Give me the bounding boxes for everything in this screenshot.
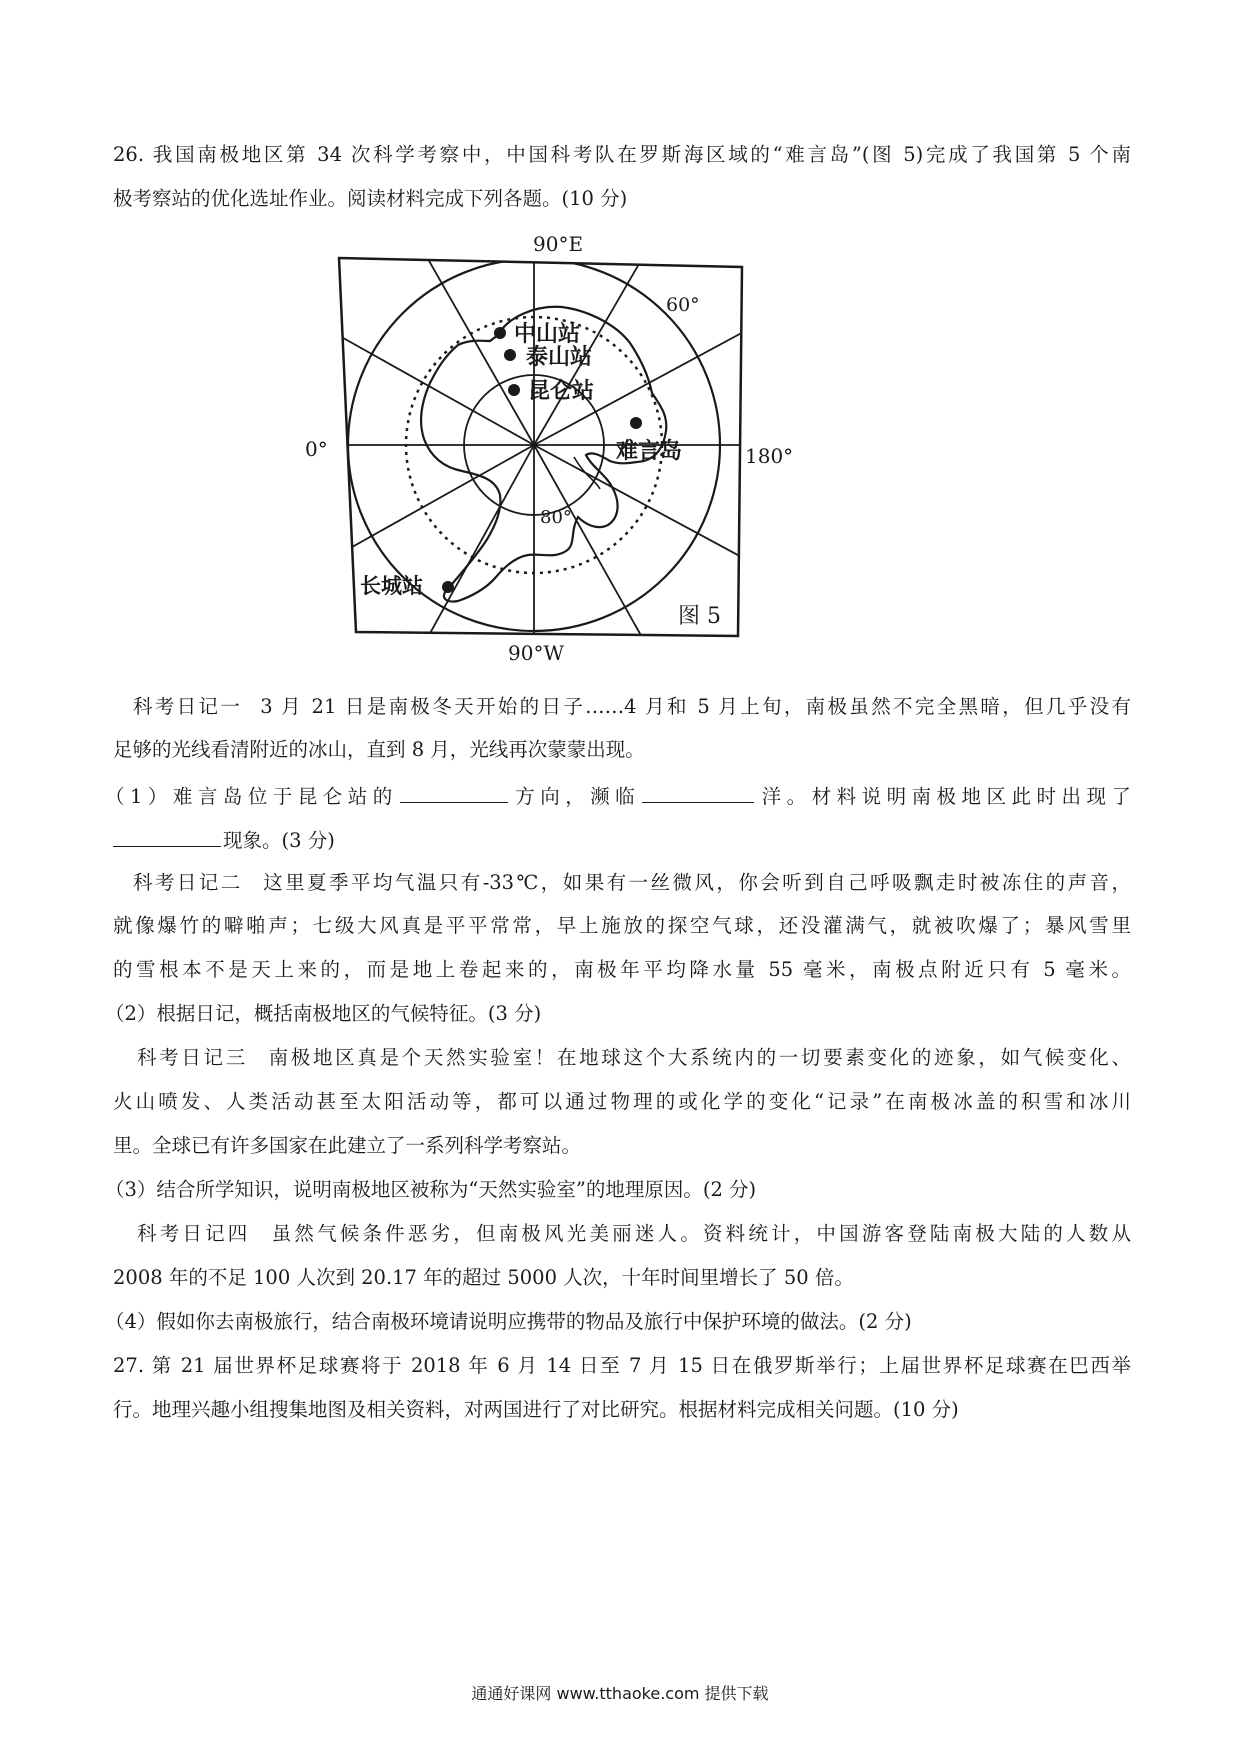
diary-3-title: 科考日记三: [137, 1046, 248, 1069]
sub-question-1-line-1: [105, 782, 1131, 810]
diary-3-line-1: [137, 1045, 1131, 1071]
nanyan-island-dot: [630, 417, 642, 429]
taishan-station-dot: [504, 349, 516, 361]
sub-question-1-part-a: （1）难言岛位于昆仑站的: [105, 785, 398, 808]
q27-line-1: 27. 第 21 届世界杯足球赛将于 2018 年 6 月 14 日至 7 月 15 日在俄罗斯举行；上届世界杯足球赛在巴西举: [113, 1354, 1131, 1377]
latitude-label-60: 60°: [666, 294, 700, 316]
diary-1-line-1: [133, 694, 1131, 720]
diary-1-line-2: 足够的光线看清附近的冰山，直到 8 月，光线再次蒙蒙出现。: [113, 738, 645, 761]
diary-1-title: 科考日记一: [133, 695, 243, 718]
diary-2-line-2: 就像爆竹的噼啪声；七级大风真是平平常常，早上施放的探空气球，还没灌满气，就被吹爆了；暴风雪里: [113, 914, 1131, 937]
taishan-station-label: 泰山站: [526, 344, 593, 370]
changcheng-station-dot: [442, 581, 454, 593]
sub-question-2: （2）根据日记，概括南极地区的气候特征。(3 分): [105, 1002, 542, 1025]
diary-3-line-3: 里。全球已有许多国家在此建立了一系列科学考察站。: [113, 1134, 582, 1157]
label-0-degree: 0°: [305, 437, 328, 461]
sub-question-1-part-b: 方向，濒临: [509, 785, 641, 808]
label-180-degree: 180°: [745, 444, 794, 468]
diary-4-line-2: 2008 年的不足 100 人次到 20.17 年的超过 5000 人次，十年时间里增长了 50 倍。: [113, 1266, 854, 1289]
sub-question-3: （3）结合所学知识，说明南极地区被称为“天然实验室”的地理原因。(2 分): [105, 1178, 757, 1201]
q26-intro-line-2: 极考察站的优化选址作业。阅读材料完成下列各题。(10 分): [113, 187, 628, 210]
answer-blank-ocean[interactable]: [642, 782, 754, 803]
sub-question-1-part-c: 洋。材料说明南极地区此时出现了: [756, 785, 1131, 808]
nanyan-island-label: 难言岛: [616, 438, 683, 464]
sub-question-4: （4）假如你去南极旅行，结合南极环境请说明应携带的物品及旅行中保护环境的做法。(2 分): [105, 1310, 912, 1333]
sub-question-1-line-2: [113, 826, 1131, 854]
q26-intro-line-1: 26. 我国南极地区第 34 次科学考察中，中国科考队在罗斯海区域的“难言岛”(图 5)完成了我国第 5 个南: [113, 143, 1131, 166]
diary-1-text: 3 月 21 日是南极冬天开始的日子……4 月和 5 月上旬，南极虽然不完全黑暗，但几乎没有: [260, 695, 1131, 718]
latitude-label-80: 80°: [540, 507, 572, 528]
diary-2-line-1: [133, 870, 1131, 896]
diary-4-line-1: [137, 1221, 1131, 1247]
zhongshan-station-label: 中山站: [514, 321, 581, 347]
diary-3-text: 南极地区真是个天然实验室！在地球这个大系统内的一切要素变化的迹象，如气候变化、: [265, 1046, 1131, 1069]
diary-4-text: 虽然气候条件恶劣，但南极风光美丽迷人。资料统计，中国游客登陆南极大陆的人数从: [268, 1222, 1131, 1245]
diary-3-line-2: 火山喷发、人类活动甚至太阳活动等，都可以通过物理的或化学的变化“记录”在南极冰盖的积雪和冰川: [113, 1090, 1131, 1113]
label-90e: 90°E: [533, 232, 584, 256]
sub-question-1-part-d: 现象。(3 分): [223, 829, 335, 852]
diary-2-title: 科考日记二: [133, 871, 243, 894]
changcheng-station-label: 长城站: [360, 573, 423, 598]
answer-blank-phenomenon[interactable]: [113, 826, 221, 847]
q27-line-2: 行。地理兴趣小组搜集地图及相关资料，对两国进行了对比研究。根据材料完成相关问题。(10 分): [113, 1398, 959, 1421]
diary-4-title: 科考日记四: [137, 1222, 251, 1245]
antarctica-map-figure: [330, 232, 810, 675]
zhongshan-station-dot: [494, 327, 506, 339]
diary-2-line-3: 的雪根本不是天上来的，而是地上卷起来的，南极年平均降水量 55 毫米，南极点附近只有 5 毫米。: [113, 958, 1131, 981]
answer-blank-direction[interactable]: [400, 782, 508, 803]
page-footer: 通通好课网 www.tthaoke.com 提供下载: [471, 1684, 769, 1703]
kunlun-station-dot: [508, 384, 520, 396]
kunlun-station-label: 昆仑站: [528, 378, 595, 404]
figure-5-label: 图 5: [678, 604, 721, 629]
diary-2-text: 这里夏季平均气温只有-33℃，如果有一丝微风，你会听到自己呼吸飘走时被冻住的声音，: [260, 871, 1131, 894]
label-90w: 90°W: [508, 641, 565, 665]
